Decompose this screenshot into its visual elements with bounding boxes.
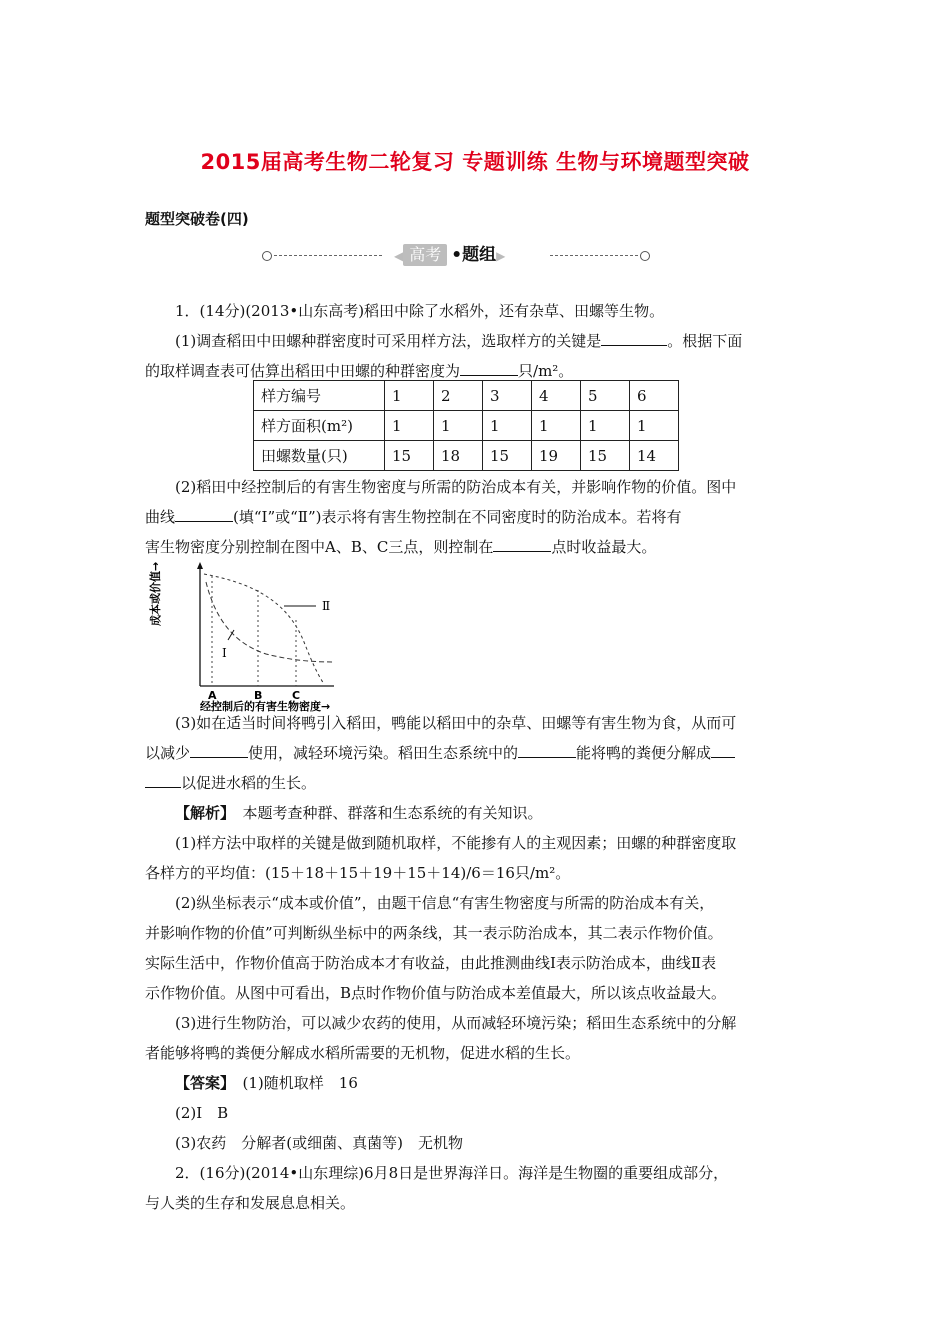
curve-II (204, 574, 324, 684)
answer-1: (1)随机取样 16 (242, 1074, 358, 1092)
q1-p3b: 以减少 (145, 744, 191, 762)
analysis-1a: (1)样方法中取样的关键是做到随机取样，不能掺有人的主观因素；田螺的种群密度取 (175, 834, 737, 852)
q1-intro: 1．(14分)(2013•山东高考)稻田中除了水稻外，还有杂草、田螺等生物。 (175, 302, 665, 320)
banner-group: •题组 (451, 245, 497, 265)
q1-p2b: 曲线 (145, 508, 176, 526)
blank-3 (175, 503, 233, 522)
point-B: B (254, 689, 263, 702)
q1-part2 (145, 472, 809, 562)
table-cell: 15 (581, 441, 630, 471)
q1-p2d: 害生物密度分别控制在图中A、B、C三点，则控制在 (145, 538, 494, 556)
analysis-label: 【解析】 (175, 804, 228, 822)
banner-line-right (550, 255, 638, 256)
table-row (254, 381, 679, 411)
table-cell: 18 (434, 441, 483, 471)
q2-line-a: 2．(16分)(2014•山东理综)6月8日是世界海洋日。海洋是生物圈的重要组成部分， (175, 1164, 729, 1182)
q1-p1d: 只/m²。 (518, 362, 574, 380)
q1-part1 (145, 326, 809, 386)
table-cell: 3 (483, 381, 532, 411)
left-arrow-icon: ◀ (394, 248, 404, 263)
cost-value-graph (149, 561, 376, 713)
q1-p2e: 点时收益最大。 (551, 538, 657, 556)
q2-line-b: 与人类的生存和发展息息相关。 (145, 1194, 356, 1212)
table-cell: 样方面积(m²) (254, 411, 385, 441)
banner-circle-left (262, 251, 272, 261)
point-C: C (292, 689, 301, 702)
table-cell: 1 (630, 411, 679, 441)
right-arrow-icon: ▶ (496, 248, 506, 263)
table-row (254, 411, 679, 441)
table-cell: 1 (385, 381, 434, 411)
table-cell: 4 (532, 381, 581, 411)
section-banner (262, 244, 652, 268)
blank-1 (601, 327, 667, 346)
q1-part3 (145, 708, 809, 798)
section-subtitle: 题型突破卷(四) (145, 210, 249, 228)
analysis-1b: 各样方的平均值：(15＋18＋15＋19＋15＋14)/6＝16只/m²。 (145, 864, 571, 882)
banner-tag (390, 244, 509, 266)
table-cell: 1 (581, 411, 630, 441)
q1-p3c: 使用，减轻环境污染。稻田生态系统中的 (248, 744, 519, 762)
table-cell: 14 (630, 441, 679, 471)
blank-7a (711, 739, 735, 758)
y-axis-label: 成本或价值→ (149, 561, 162, 626)
point-A: A (208, 689, 217, 702)
table-cell: 田螺数量(只) (254, 441, 385, 471)
q1-p3e: 以促进水稻的生长。 (181, 774, 317, 792)
q1-p1a: (1)调查稻田中田螺种群密度时可采用样方法，选取样方的关键是 (175, 332, 602, 350)
table-cell: 1 (385, 411, 434, 441)
table-cell: 15 (483, 441, 532, 471)
table-cell: 15 (385, 441, 434, 471)
sample-table (253, 380, 679, 471)
label-II: Ⅱ (322, 599, 331, 613)
table-cell: 1 (532, 411, 581, 441)
table-cell: 2 (434, 381, 483, 411)
blank-7b (145, 769, 181, 788)
q1-p1c: 的取样调查表可估算出稻田中田螺的种群密度为 (145, 362, 461, 380)
blank-2 (460, 357, 518, 376)
analysis-2a: (2)纵坐标表示“成本或价值”，由题干信息“有害生物密度与所需的防治成本有关， (175, 894, 715, 912)
y-axis-arrow-icon (197, 562, 203, 569)
blank-4 (493, 533, 551, 552)
answer-3: (3)农药 分解者(或细菌、真菌等) 无机物 (175, 1134, 463, 1152)
q1-p3d: 能将鸭的粪便分解成 (576, 744, 712, 762)
analysis-intro: 本题考查种群、群落和生态系统的有关知识。 (242, 804, 543, 822)
analysis (145, 798, 809, 1218)
q1-p2a: (2)稻田中经控制后的有害生物密度与所需的防治成本有关，并影响作物的价值。图中 (175, 478, 737, 496)
analysis-3b: 者能够将鸭的粪便分解成水稻所需要的无机物，促进水稻的生长。 (145, 1044, 581, 1062)
table-cell: 1 (434, 411, 483, 441)
analysis-2d: 示作物价值。从图中可看出，B点时作物价值与防治成本差值最大，所以该点收益最大。 (145, 984, 727, 1002)
analysis-2b: 并影响作物的价值”可判断纵坐标中的两条线，其一表示防治成本，其二表示作物价值。 (145, 924, 723, 942)
table-cell: 5 (581, 381, 630, 411)
table-cell: 19 (532, 441, 581, 471)
analysis-2c: 实际生活中，作物价值高于防治成本才有收益，由此推测曲线Ⅰ表示防治成本，曲线Ⅱ表 (145, 954, 717, 972)
banner-line-left (274, 255, 382, 256)
table-cell: 6 (630, 381, 679, 411)
table-cell: 1 (483, 411, 532, 441)
q1-p1b: 。根据下面 (667, 332, 743, 350)
answer-label: 【答案】 (175, 1074, 228, 1092)
x-axis-label: 经控制后的有害生物密度→ (200, 700, 331, 713)
banner-circle-right (640, 251, 650, 261)
banner-gaokao: 高考 (403, 244, 447, 266)
label-I: Ⅰ (222, 646, 227, 660)
blank-5 (190, 739, 248, 758)
blank-6 (518, 739, 576, 758)
analysis-3a: (3)进行生物防治，可以减少农药的使用，从而减轻环境污染；稻田生态系统中的分解 (175, 1014, 737, 1032)
table-cell: 样方编号 (254, 381, 385, 411)
page-title: 2015届高考生物二轮复习 专题训练 生物与环境题型突破 (200, 150, 750, 174)
table-row (254, 441, 679, 471)
q1-p2c: (填“Ⅰ”或“Ⅱ”)表示将有害生物控制在不同密度时的防治成本。若将有 (233, 508, 682, 526)
q1-p3a: (3)如在适当时间将鸭引入稻田，鸭能以稻田中的杂草、田螺等有害生物为食，从而可 (175, 714, 737, 732)
answer-2: (2)Ⅰ B (175, 1104, 229, 1122)
